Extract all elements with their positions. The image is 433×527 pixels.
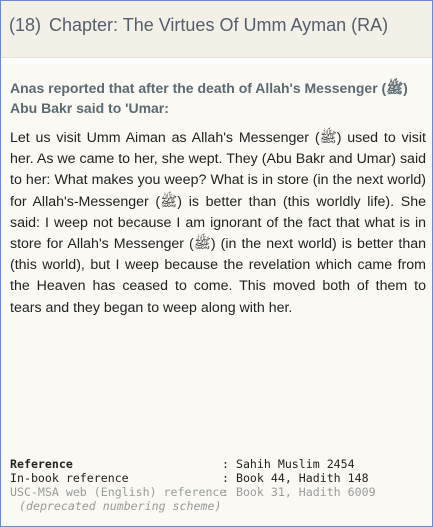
in-book-reference-value: : Book 44, Hadith 148 bbox=[222, 471, 369, 485]
hadith-narrator: Anas reported that after the death of Allah's Messenger (ﷺ) Abu Bakr said to 'Umar: bbox=[10, 80, 408, 116]
reference-row bbox=[10, 457, 430, 471]
chapter-heading bbox=[9, 15, 388, 36]
reference-value[interactable]: : Sahih Muslim 2454 bbox=[222, 457, 355, 471]
deprecated-note-row bbox=[10, 499, 430, 513]
chapter-title: Chapter: The Virtues Of Umm Ayman (RA) bbox=[49, 15, 389, 35]
usc-msa-reference-value: : Book 31, Hadith 6009 bbox=[222, 485, 376, 499]
usc-msa-reference-row bbox=[10, 485, 430, 499]
hadith-container bbox=[1, 64, 432, 526]
reference-table bbox=[10, 457, 430, 513]
deprecated-note: (deprecated numbering scheme) bbox=[19, 499, 222, 513]
hadith-text: Let us visit Umm Aiman as Allah's Messenger (ﷺ) used to visit her. As we came to her, she wept. They (Abu Bakr and Umar) said to her: What makes you weep? What is in store (in the next world) for Allah's-Messenger (ﷺ) is better than (this worldly life). She said: I weep not because I am ignorant of the fact that what is in store for Allah's Messenger (ﷺ) (in the next world) is better than (this world), but I weep because the revelation which came from the Heaven has ceased to come. This moved both of them to tears and they began to weep along with her. bbox=[10, 130, 427, 316]
in-book-reference-row bbox=[10, 471, 430, 485]
in-book-reference-label: In-book reference bbox=[10, 471, 129, 485]
reference-label: Reference bbox=[10, 457, 73, 471]
chapter-header bbox=[1, 1, 432, 58]
usc-msa-reference-label: USC-MSA web (English) reference bbox=[10, 485, 227, 499]
chapter-number: (18) bbox=[9, 15, 42, 35]
